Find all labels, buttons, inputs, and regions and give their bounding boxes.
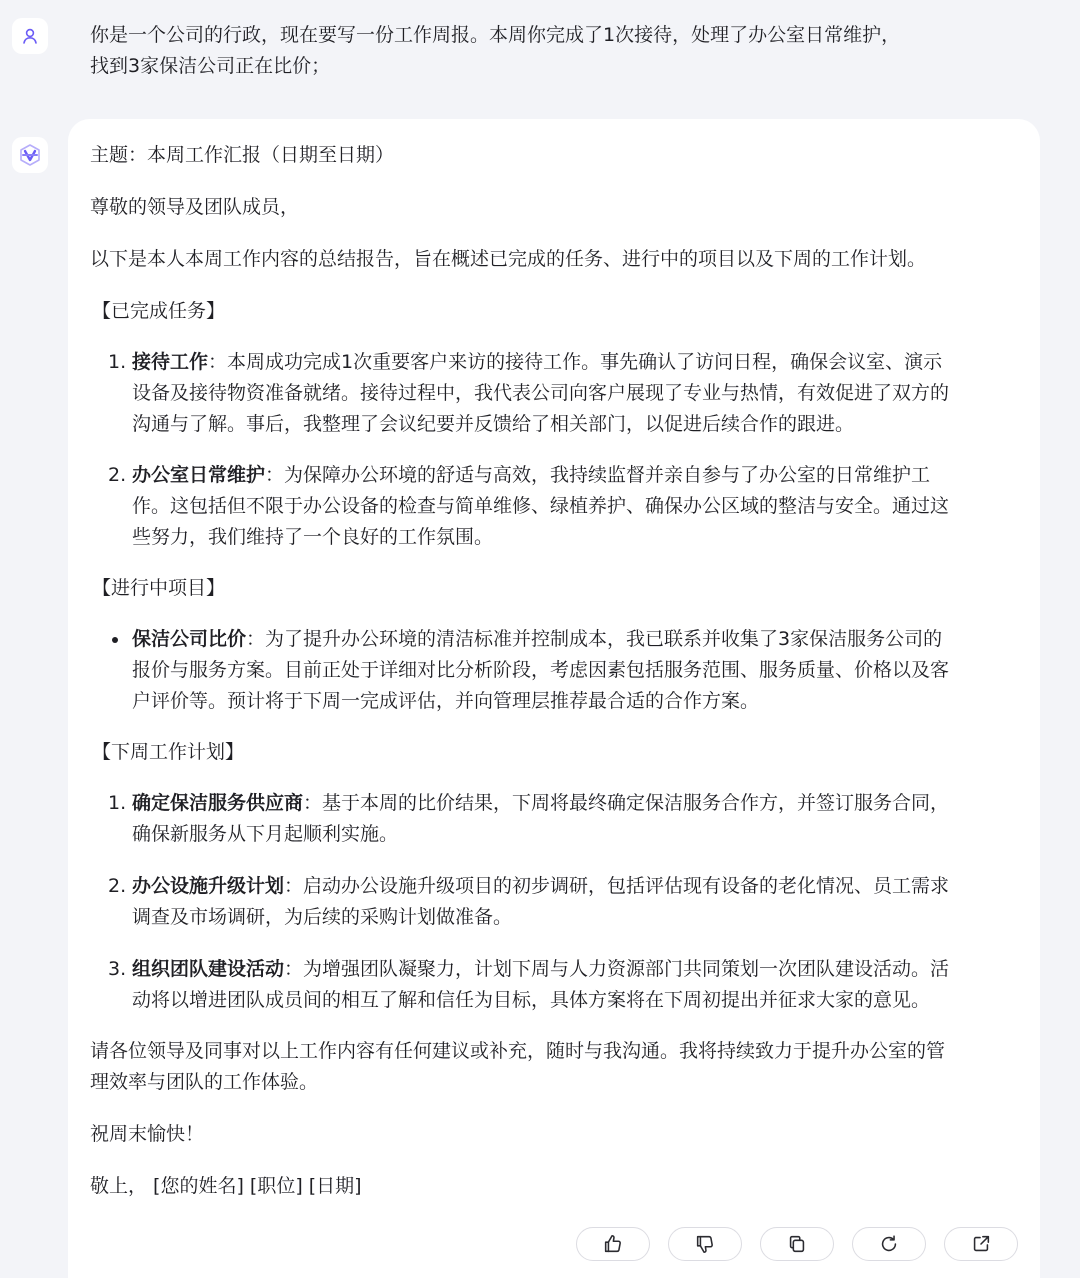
assistant-logo-icon xyxy=(17,142,43,168)
item-text: 沟通与了解。事后，我整理了会议纪要并反馈给了相关部门，以促进后续合作的跟进。 xyxy=(132,413,855,435)
item-text: 确保新服务从下月起顺利实施。 xyxy=(132,823,399,845)
item-text: 调查及市场调研，为后续的采购计划做准备。 xyxy=(132,906,513,928)
completed-task-list xyxy=(90,347,1018,553)
item-title: 保洁公司比价 xyxy=(132,628,247,650)
bullet-icon xyxy=(112,637,118,643)
item-text: ：为保障办公环境的舒适与高效，我持续监督并亲自参与了办公室的日常维护工 xyxy=(265,464,931,486)
item-text: 动将以增进团队成员间的相互了解和信任为目标，具体方案将在下周初提出并征求大家的意见。 xyxy=(132,989,931,1011)
report-intro: 以下是本人本周工作内容的总结报告，旨在概述已完成的任务、进行中的项目以及下周的工作计划。 xyxy=(90,248,927,270)
list-item xyxy=(90,788,1018,850)
list-item xyxy=(90,954,1018,1016)
item-text: ：为了提升办公环境的清洁标准并控制成本，我已联系并收集了3家保洁服务公司的 xyxy=(246,628,943,650)
item-text: 户评价等。预计将于下周一完成评估，并向管理层推荐最合适的合作方案。 xyxy=(132,690,760,712)
list-item xyxy=(90,624,1018,717)
share-icon xyxy=(970,1233,992,1255)
dislike-button[interactable] xyxy=(668,1227,742,1261)
user-icon xyxy=(20,26,40,46)
response-action-bar xyxy=(576,1227,1018,1261)
item-text: ：为增强团队凝聚力，计划下周与人力资源部门共同策划一次团队建设活动。活 xyxy=(284,958,950,980)
item-text: 些努力，我们维持了一个良好的工作氛围。 xyxy=(132,526,494,548)
report-greeting: 尊敬的领导及团队成员， xyxy=(90,196,300,218)
closing-line: 理效率与团队的工作体验。 xyxy=(90,1071,319,1093)
list-number: 1. xyxy=(108,792,127,814)
regenerate-button[interactable] xyxy=(852,1227,926,1261)
report-wish: 祝周末愉快！ xyxy=(90,1123,205,1145)
thumbs-down-icon xyxy=(694,1233,716,1255)
list-number: 1. xyxy=(108,351,127,373)
assistant-avatar xyxy=(12,137,48,173)
in-progress-list xyxy=(90,624,1018,717)
section-heading-completed: 【已完成任务】 xyxy=(92,300,226,322)
list-number: 3. xyxy=(108,958,127,980)
closing-line: 请各位领导及同事对以上工作内容有任何建议或补充，随时与我沟通。我将持续致力于提升办公室的管 xyxy=(90,1040,946,1062)
report-signoff: 敬上， [您的姓名] [职位] [日期] xyxy=(90,1175,362,1197)
copy-button[interactable] xyxy=(760,1227,834,1261)
item-text: ：基于本周的比价结果，下周将最终确定保洁服务合作方，并签订服务合同， xyxy=(303,792,950,814)
user-message-line: 你是一个公司的行政，现在要写一份工作周报。本周你完成了1次接待，处理了办公室日常维护， xyxy=(90,24,901,46)
item-title: 办公室日常维护 xyxy=(132,464,266,486)
next-week-plan-list xyxy=(90,788,1018,1016)
section-heading-in-progress: 【进行中项目】 xyxy=(92,577,226,599)
item-title: 接待工作 xyxy=(132,351,209,373)
list-item xyxy=(90,460,1018,553)
report-closing xyxy=(90,1036,1018,1098)
thumbs-up-icon xyxy=(602,1233,624,1255)
report-subject: 主题：本周工作汇报（日期至日期） xyxy=(90,144,395,166)
refresh-icon xyxy=(878,1233,900,1255)
item-text: 设备及接待物资准备就绪。接待过程中，我代表公司向客户展现了专业与热情，有效促进了双方的 xyxy=(132,382,950,404)
item-text: ：启动办公设施升级项目的初步调研，包括评估现有设备的老化情况、员工需求 xyxy=(284,875,950,897)
item-text: 作。这包括但不限于办公设备的检查与简单维修、绿植养护、确保办公区域的整洁与安全。通过这 xyxy=(132,495,950,517)
list-number: 2. xyxy=(108,875,127,897)
list-number: 2. xyxy=(108,464,127,486)
list-item xyxy=(90,871,1018,933)
item-title: 组织团队建设活动 xyxy=(132,958,285,980)
user-message-line: 找到3家保洁公司正在比价； xyxy=(90,55,331,77)
item-title: 确定保洁服务供应商 xyxy=(132,792,304,814)
item-title: 办公设施升级计划 xyxy=(132,875,285,897)
item-text: ：本周成功完成1次重要客户来访的接待工作。事先确认了访问日程，确保会议室、演示 xyxy=(208,351,943,373)
share-button[interactable] xyxy=(944,1227,1018,1261)
like-button[interactable] xyxy=(576,1227,650,1261)
copy-icon xyxy=(786,1233,808,1255)
section-heading-next-week: 【下周工作计划】 xyxy=(92,741,245,763)
list-item xyxy=(90,347,1018,440)
assistant-response-card xyxy=(68,119,1040,1278)
user-avatar xyxy=(12,18,48,54)
item-text: 报价与服务方案。目前正处于详细对比分析阶段，考虑因素包括服务范围、服务质量、价格以及客 xyxy=(132,659,950,681)
user-message xyxy=(90,20,990,82)
